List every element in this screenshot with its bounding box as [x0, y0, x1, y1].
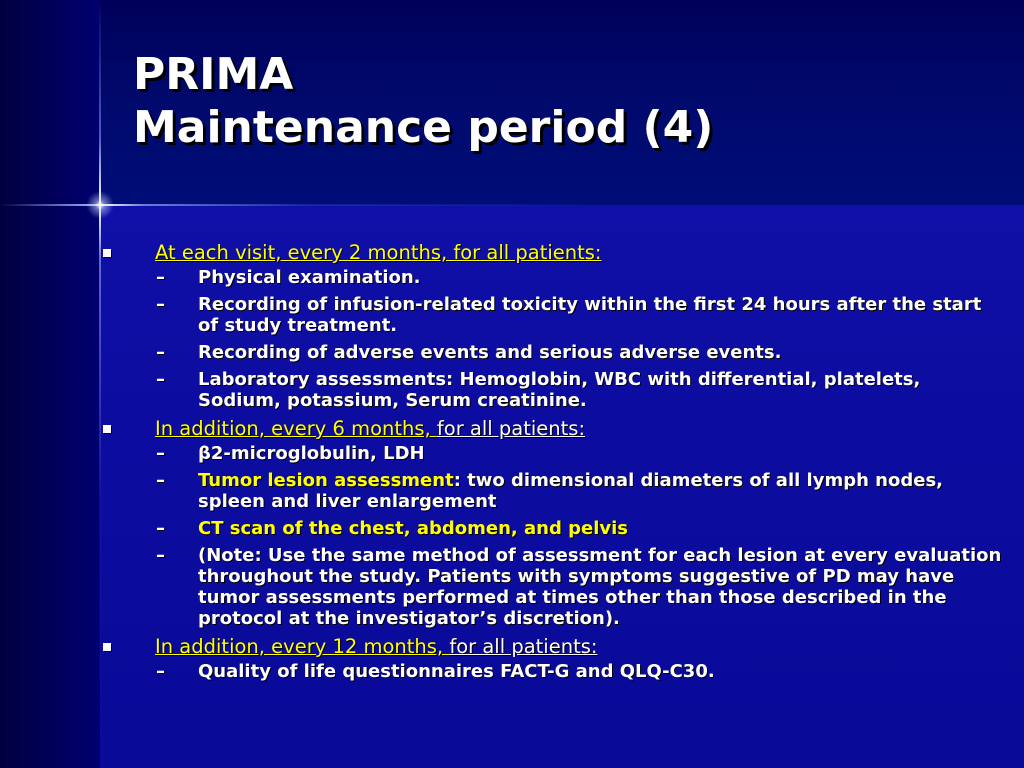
- square-bullet-icon: [103, 643, 111, 651]
- sub-bullet: [103, 369, 1003, 411]
- slide-title: [133, 48, 713, 154]
- sub-bullet-text: β2-microglobulin, LDH: [198, 443, 425, 464]
- sub-bullet: [103, 342, 1003, 363]
- slide-title-line-1: PRIMA: [133, 49, 294, 100]
- sub-bullet-text: : two dimensional diameters of all lymph nodes, spleen and liver enlargement: [198, 470, 944, 512]
- sub-bullet: [103, 294, 1003, 336]
- sub-bullet-text: Recording of infusion-related toxicity within the first 24 hours after the start of study treatment.: [198, 294, 982, 336]
- sub-bullet-text: Recording of adverse events and serious adverse events.: [198, 342, 782, 363]
- square-bullet-icon: [103, 249, 111, 257]
- sparkle-icon: [86, 191, 114, 219]
- square-bullet-icon: [103, 425, 111, 433]
- section-heading-rest: for all patients:: [436, 417, 586, 440]
- dash-icon: –: [156, 294, 165, 315]
- sub-bullet: [103, 661, 1003, 682]
- dash-icon: –: [156, 470, 165, 491]
- sub-bullet-highlight: Tumor lesion assessment: [198, 470, 454, 491]
- sub-bullet-text: Laboratory assessments: Hemoglobin, WBC with differential, platelets, Sodium, potassium, Serum creatinine.: [198, 369, 921, 411]
- dash-icon: –: [156, 443, 165, 464]
- bullet-every-12-months: [103, 635, 1003, 658]
- sub-bullet: [103, 443, 1003, 464]
- sub-bullet-text: Physical examination.: [198, 267, 421, 288]
- section-heading-highlight: In addition, every 6 months,: [155, 417, 437, 440]
- background-left-band: [0, 0, 100, 768]
- bullet-every-6-months: [103, 417, 1003, 440]
- section-heading-highlight: In addition, every 12 months,: [155, 635, 450, 658]
- sub-bullet: [103, 470, 1003, 512]
- dash-icon: –: [156, 267, 165, 288]
- dash-icon: –: [156, 661, 165, 682]
- sub-bullet-text: (Note: Use the same method of assessment for each lesion at every evaluation throughout the study. Patients with symptoms suggestive of PD may have tumor assessments performed at times other than those described in the protocol at the investigator’s discretion).: [198, 545, 1002, 629]
- sub-bullet-text: Quality of life questionnaires FACT-G and QLQ-C30.: [198, 661, 715, 682]
- section-heading-highlight: At each visit, every 2 months, for all patients:: [155, 241, 602, 264]
- bullet-visit-every-2-months: [103, 241, 1003, 264]
- sub-bullet: [103, 267, 1003, 288]
- sub-bullet: [103, 518, 1003, 539]
- dash-icon: –: [156, 518, 165, 539]
- slide-body: [103, 237, 1003, 688]
- dash-icon: –: [156, 342, 165, 363]
- slide-title-line-2: Maintenance period (4): [133, 102, 714, 153]
- decorative-vertical-line: [99, 0, 101, 768]
- sub-bullet: [103, 545, 1003, 629]
- dash-icon: –: [156, 369, 165, 390]
- dash-icon: –: [156, 545, 165, 566]
- section-heading-rest: for all patients:: [449, 635, 598, 658]
- sub-bullet-highlight: CT scan of the chest, abdomen, and pelvis: [198, 518, 628, 539]
- decorative-horizontal-line: [0, 204, 1024, 206]
